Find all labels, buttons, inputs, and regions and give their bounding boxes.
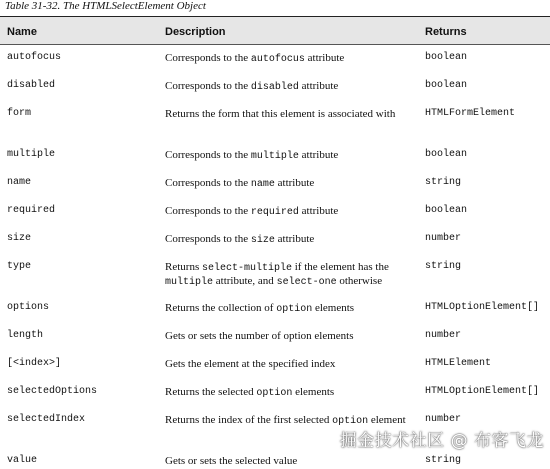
row-description	[165, 205, 413, 219]
row-returns: string	[425, 455, 462, 466]
row-description	[165, 302, 413, 316]
row-description	[165, 177, 413, 191]
row-description	[165, 108, 413, 120]
row-returns: boolean	[425, 52, 468, 63]
code-fragment: multiple	[165, 277, 214, 288]
text-fragment: Corresponds to the	[165, 233, 251, 245]
text-fragment: Corresponds to the	[165, 80, 251, 92]
row-name: autofocus	[7, 52, 62, 63]
text-fragment: Returns	[165, 261, 202, 273]
row-name: selectedOptions	[7, 386, 98, 397]
table-caption: Table 31-32. The HTMLSelectElement Object	[5, 0, 206, 12]
header-returns: Returns	[425, 26, 467, 38]
text-fragment: attribute	[274, 177, 315, 189]
row-name: selectedIndex	[7, 414, 86, 425]
row-description	[165, 233, 413, 247]
text-fragment: Corresponds to the	[165, 205, 251, 217]
text-fragment: elements	[292, 386, 335, 398]
row-name: form	[7, 108, 32, 119]
code-fragment: select-multiple	[201, 263, 292, 274]
code-fragment: option	[332, 416, 369, 427]
code-fragment: multiple	[250, 151, 299, 162]
text-fragment: otherwise	[336, 275, 383, 287]
row-name: type	[7, 261, 32, 272]
text-fragment: Gets the element at the specified index	[165, 358, 336, 370]
row-description	[165, 455, 413, 467]
text-fragment: Returns the collection of	[165, 302, 277, 314]
row-returns: HTMLOptionElement[]	[425, 386, 540, 397]
row-description	[165, 261, 413, 289]
row-returns: boolean	[425, 80, 468, 91]
row-description	[165, 149, 413, 163]
row-name: options	[7, 302, 50, 313]
row-name: length	[7, 330, 44, 341]
row-description	[165, 80, 413, 94]
row-returns: number	[425, 330, 462, 341]
row-description	[165, 386, 413, 400]
text-fragment: element	[368, 414, 406, 426]
row-name: disabled	[7, 80, 56, 91]
code-fragment: name	[250, 179, 275, 190]
table-header	[0, 17, 550, 45]
row-returns: HTMLFormElement	[425, 108, 516, 119]
text-fragment: attribute	[274, 233, 315, 245]
row-returns: number	[425, 233, 462, 244]
text-fragment: attribute	[298, 149, 339, 161]
header-description: Description	[165, 26, 226, 38]
row-returns: boolean	[425, 149, 468, 160]
text-fragment: Corresponds to the	[165, 149, 251, 161]
row-name: [<index>]	[7, 358, 62, 369]
text-fragment: Corresponds to the	[165, 52, 251, 64]
text-fragment: Returns the index of the first selected	[165, 414, 333, 426]
code-fragment: select-one	[276, 277, 337, 288]
text-fragment: Corresponds to the	[165, 177, 251, 189]
text-fragment: attribute	[298, 205, 339, 217]
text-fragment: Gets or sets the number of option elements	[165, 330, 354, 342]
row-name: size	[7, 233, 32, 244]
row-description	[165, 330, 413, 342]
row-description	[165, 358, 413, 370]
watermark: 掘金技术社区 @ 布客飞龙	[339, 431, 544, 451]
text-fragment: attribute	[298, 80, 339, 92]
row-name: name	[7, 177, 32, 188]
row-returns: HTMLOptionElement[]	[425, 302, 540, 313]
text-fragment: Returns the selected	[165, 386, 257, 398]
text-fragment: elements	[312, 302, 355, 314]
header-name: Name	[7, 26, 37, 38]
code-fragment: disabled	[250, 82, 299, 93]
code-fragment: size	[250, 235, 275, 246]
text-fragment: attribute, and	[213, 275, 277, 287]
row-description	[165, 52, 413, 66]
row-returns: number	[425, 414, 462, 425]
row-returns: HTMLElement	[425, 358, 492, 369]
code-fragment: required	[250, 207, 299, 218]
text-fragment: attribute	[304, 52, 345, 64]
code-fragment: option	[276, 304, 313, 315]
code-fragment: option	[256, 388, 293, 399]
row-name: value	[7, 455, 38, 466]
text-fragment: if the element has the	[292, 261, 389, 273]
text-fragment: Gets or sets the selected value	[165, 455, 298, 467]
row-name: required	[7, 205, 56, 216]
code-fragment: autofocus	[250, 54, 305, 65]
row-returns: string	[425, 177, 462, 188]
row-returns: string	[425, 261, 462, 272]
row-name: multiple	[7, 149, 56, 160]
text-fragment: Returns the form that this element is associated with	[165, 108, 396, 120]
row-returns: boolean	[425, 205, 468, 216]
